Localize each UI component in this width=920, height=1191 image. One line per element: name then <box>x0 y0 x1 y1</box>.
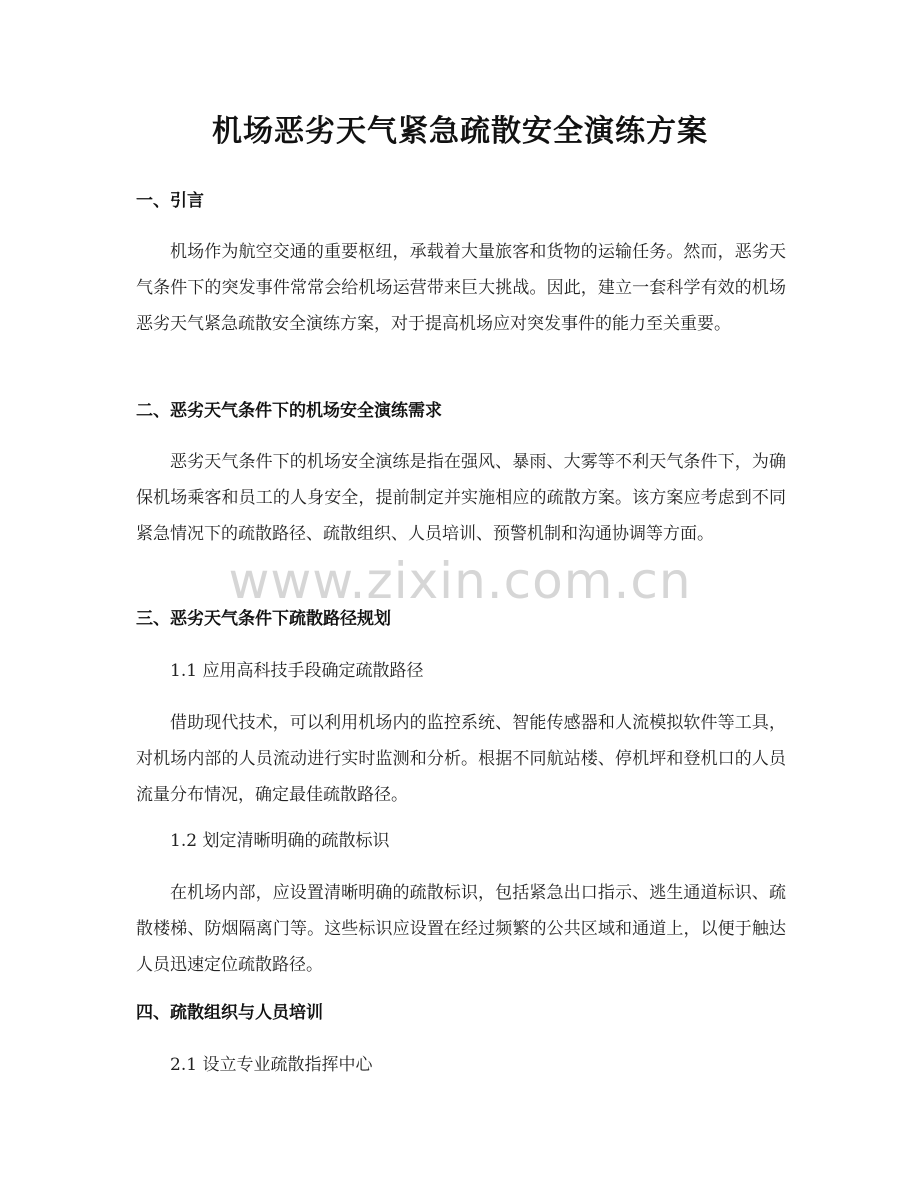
subsection-paragraph-1-2: 在机场内部，应设置清晰明确的疏散标识，包括紧急出口指示、逃生通道标识、疏散楼梯、防烟隔离门等。这些标识应设置在经过频繁的公共区域和通道上，以便于触达人员迅速定位疏散路径。 <box>136 883 786 975</box>
section-heading-organization-training: 四、疏散组织与人员培训 <box>136 1003 323 1023</box>
section-paragraph-drill-requirements: 恶劣天气条件下的机场安全演练是指在强风、暴雨、大雾等不利天气条件下，为确保机场乘客和员工的人身安全，提前制定并实施相应的疏散方案。该方案应考虑到不同紧急情况下的疏散路径、疏散组织、人员培训、预警机制和沟通协调等方面。 <box>136 452 786 544</box>
section-heading-drill-requirements: 二、恶劣天气条件下的机场安全演练需求 <box>136 401 442 421</box>
watermark: www.zixin.com.cn <box>228 552 692 610</box>
section-heading-evacuation-route-planning: 三、恶劣天气条件下疏散路径规划 <box>136 609 391 629</box>
subsection-heading-1-1: 1.1 应用高科技手段确定疏散路径 <box>170 661 424 681</box>
section-paragraph-introduction: 机场作为航空交通的重要枢纽，承载着大量旅客和货物的运输任务。然而，恶劣天气条件下的突发事件常常会给机场运营带来巨大挑战。因此，建立一套科学有效的机场恶劣天气紧急疏散安全演练方案，对于提高机场应对突发事件的能力至关重要。 <box>136 242 786 334</box>
subsection-heading-1-2: 1.2 划定清晰明确的疏散标识 <box>170 831 390 851</box>
section-heading-introduction: 一、引言 <box>136 191 204 211</box>
document-title: 机场恶劣天气紧急疏散安全演练方案 <box>212 114 708 149</box>
subsection-paragraph-1-1: 借助现代技术，可以利用机场内的监控系统、智能传感器和人流模拟软件等工具，对机场内部的人员流动进行实时监测和分析。根据不同航站楼、停机坪和登机口的人员流量分布情况，确定最佳疏散路径。 <box>136 713 786 805</box>
subsection-heading-2-1: 2.1 设立专业疏散指挥中心 <box>170 1055 373 1075</box>
